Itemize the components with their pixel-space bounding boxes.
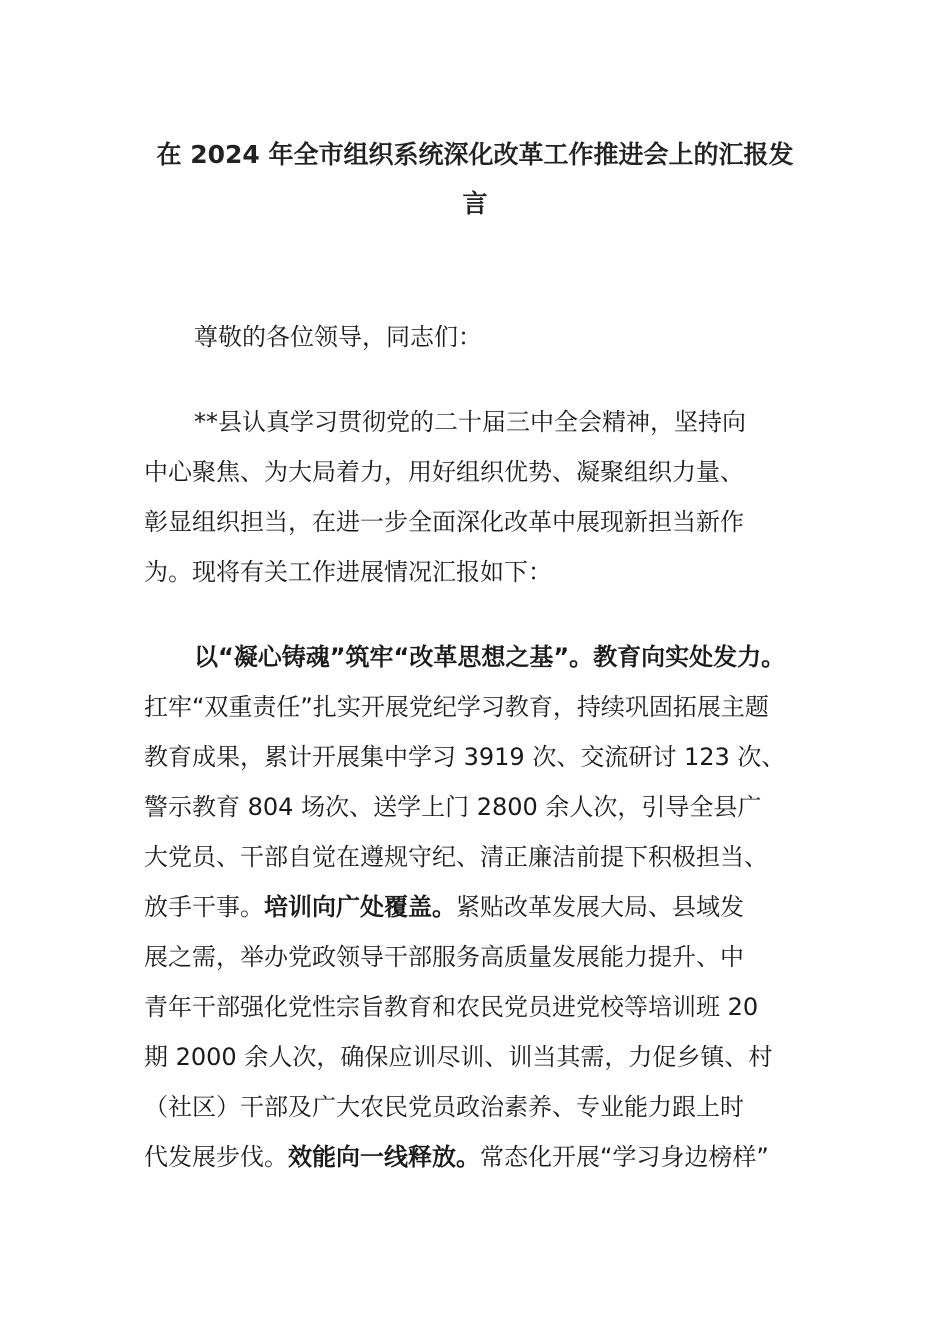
title-line-1: 在 2024 年全市组织系统深化改革工作推进会上的汇报发 [156, 140, 794, 169]
section1-line: 扛牢“双重责任”扎实开展党纪学习教育，持续巩固拓展主题 [144, 693, 769, 721]
salutation: 尊敬的各位领导，同志们： [194, 323, 482, 351]
intro-line: 中心聚焦、为大局着力，用好组织优势、凝聚组织力量、 [144, 458, 744, 486]
section1-heading: 以“凝心铸魂”筑牢“改革思想之基”。教育向实处发力。 [194, 643, 786, 671]
intro-paragraph [144, 397, 820, 597]
section1-subheading: 培训向广处覆盖。 [264, 893, 456, 921]
intro-line: 为。现将有关工作进展情况汇报如下： [144, 558, 552, 586]
section1-text: 代发展步伐。 [144, 1143, 288, 1171]
section1-line [144, 882, 820, 932]
section1-paragraph [144, 632, 820, 1182]
section1-line: 大党员、干部自觉在遵规守纪、清正廉洁前提下积极担当、 [144, 843, 768, 871]
title-line-2: 言 [462, 189, 488, 218]
section1-text: 放手干事。 [144, 893, 264, 921]
document-title [140, 130, 810, 228]
section1-line: 警示教育 804 场次、送学上门 2800 余人次，引导全县广 [144, 793, 762, 821]
section1-line [144, 1132, 820, 1182]
section1-line: 教育成果，累计开展集中学习 3919 次、交流研讨 123 次、 [144, 743, 786, 771]
section1-line: （社区）干部及广大农民党员政治素养、专业能力跟上时 [144, 1093, 744, 1121]
intro-line: 彰显组织担当，在进一步全面深化改革中展现新担当新作 [144, 508, 744, 536]
section1-line: 展之需，举办党政领导干部服务高质量发展能力提升、中 [144, 943, 744, 971]
salutation-paragraph [144, 312, 820, 362]
section1-text: 紧贴改革发展大局、县域发 [456, 893, 744, 921]
section1-line: 期 2000 余人次，确保应训尽训、训当其需，力促乡镇、村 [144, 1043, 773, 1071]
section1-line: 青年干部强化党性宗旨教育和农民党员进党校等培训班 20 [144, 993, 759, 1021]
section1-subheading: 效能向一线释放。 [288, 1143, 480, 1171]
intro-line: **县认真学习贯彻党的二十届三中全会精神，坚持向 [194, 408, 746, 436]
section1-text: 常态化开展“学习身边榜样” [480, 1143, 769, 1171]
